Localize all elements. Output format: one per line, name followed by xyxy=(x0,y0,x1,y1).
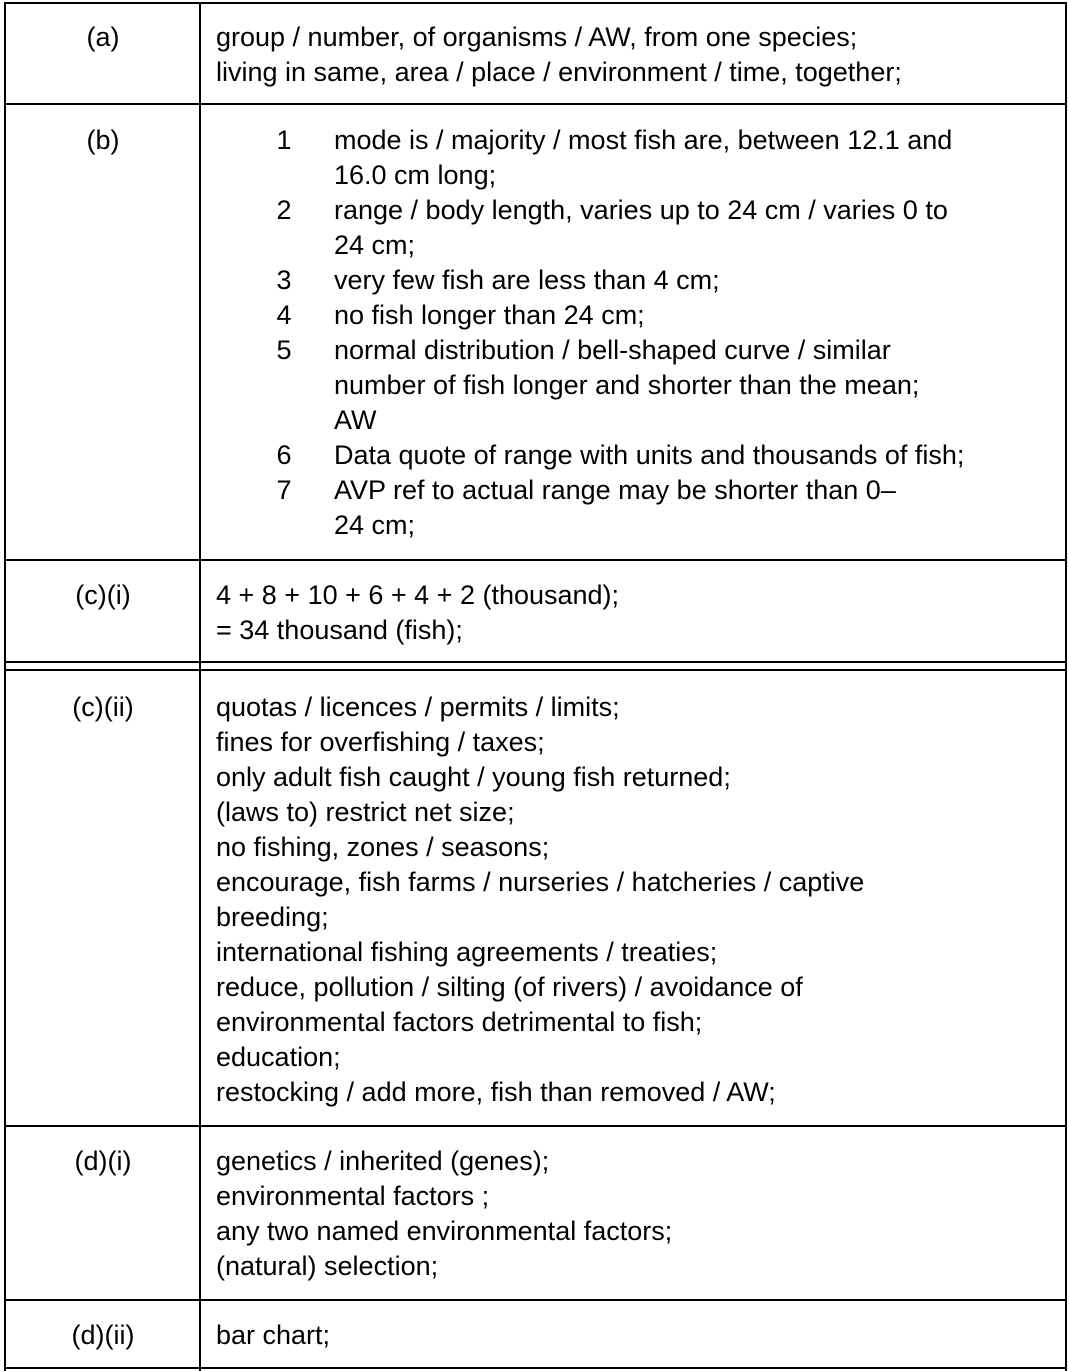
answer-line: any two named environmental factors; xyxy=(216,1216,673,1246)
answer-cell xyxy=(216,1144,1061,1284)
answer-line: (laws to) restrict net size; xyxy=(216,797,515,827)
answer-line: environmental factors detrimental to fish; xyxy=(216,1007,703,1037)
answer-line: normal distribution / bell-shaped curve / similar xyxy=(334,335,891,365)
answer-line: AW xyxy=(334,405,377,435)
answer-line: (natural) selection; xyxy=(216,1251,439,1281)
answer-line: no fish longer than 24 cm; xyxy=(334,300,645,330)
question-label: (c)(i) xyxy=(75,580,131,610)
table-right-border xyxy=(1065,2,1067,1371)
answer-line: restocking / add more, fish than removed / AW; xyxy=(216,1077,776,1107)
answer-line: fines for overfishing / taxes; xyxy=(216,727,545,757)
answer-line: genetics / inherited (genes); xyxy=(216,1146,550,1176)
list-item xyxy=(270,333,1065,438)
list-item xyxy=(270,473,1065,543)
item-number: 6 xyxy=(276,440,292,470)
question-label: (a) xyxy=(86,22,120,52)
list-item xyxy=(270,263,1065,298)
answer-line: AVP ref to actual range may be shorter than 0– xyxy=(334,475,896,505)
answer-line: international fishing agreements / treaties; xyxy=(216,937,718,967)
row-divider xyxy=(4,669,1067,671)
answer-line: 24 cm; xyxy=(334,230,416,260)
answer-line: number of fish longer and shorter than the mean; xyxy=(334,370,920,400)
answer-line: no fishing, zones / seasons; xyxy=(216,832,550,862)
answer-line: group / number, of organisms / AW, from one species; xyxy=(216,22,858,52)
answer-line: only adult fish caught / young fish returned; xyxy=(216,762,731,792)
list-item xyxy=(270,298,1065,333)
question-label: (d)(i) xyxy=(74,1146,132,1176)
item-number: 3 xyxy=(276,265,292,295)
question-label: (b) xyxy=(86,125,120,155)
answer-line: environmental factors ; xyxy=(216,1181,490,1211)
answer-cell xyxy=(216,690,1061,1110)
item-number: 2 xyxy=(276,195,292,225)
table-top-border xyxy=(4,2,1067,4)
answer-line: mode is / majority / most fish are, between 12.1 and xyxy=(334,125,953,155)
list-item xyxy=(270,123,1065,193)
answer-line: = 34 thousand (fish); xyxy=(216,615,463,645)
item-number: 5 xyxy=(276,335,292,365)
answer-line: Data quote of range with units and thousands of fish; xyxy=(334,440,965,470)
answer-line: range / body length, varies up to 24 cm / varies 0 to xyxy=(334,195,948,225)
answer-cell xyxy=(216,578,1061,648)
list-item xyxy=(270,438,1065,473)
answer-line: breeding; xyxy=(216,902,329,932)
answer-line: living in same, area / place / environment / time, together; xyxy=(216,57,902,87)
row-divider xyxy=(4,1367,1067,1369)
row-divider xyxy=(4,1125,1067,1127)
answer-line: 24 cm; xyxy=(334,510,416,540)
item-number: 4 xyxy=(276,300,292,330)
answer-line: bar chart; xyxy=(216,1320,331,1350)
answer-line: reduce, pollution / silting (of rivers) / avoidance of xyxy=(216,972,803,1002)
item-number: 7 xyxy=(276,475,292,505)
answer-line: quotas / licences / permits / limits; xyxy=(216,692,620,722)
answer-line: 16.0 cm long; xyxy=(334,160,497,190)
answer-line: encourage, fish farms / nurseries / hatcheries / captive xyxy=(216,867,865,897)
answer-line: education; xyxy=(216,1042,341,1072)
row-divider xyxy=(4,103,1067,105)
item-number: 1 xyxy=(276,125,292,155)
row-divider xyxy=(4,661,1067,663)
row-divider xyxy=(4,559,1067,561)
question-label: (c)(ii) xyxy=(72,692,134,722)
list-item xyxy=(270,193,1065,263)
row-divider xyxy=(4,1299,1067,1301)
numbered-answer-list xyxy=(270,123,1065,543)
answer-cell xyxy=(216,20,1061,90)
answer-line: very few fish are less than 4 cm; xyxy=(334,265,720,295)
question-label: (d)(ii) xyxy=(71,1320,135,1350)
answer-cell xyxy=(216,1318,1061,1353)
answer-line: 4 + 8 + 10 + 6 + 4 + 2 (thousand); xyxy=(216,580,620,610)
